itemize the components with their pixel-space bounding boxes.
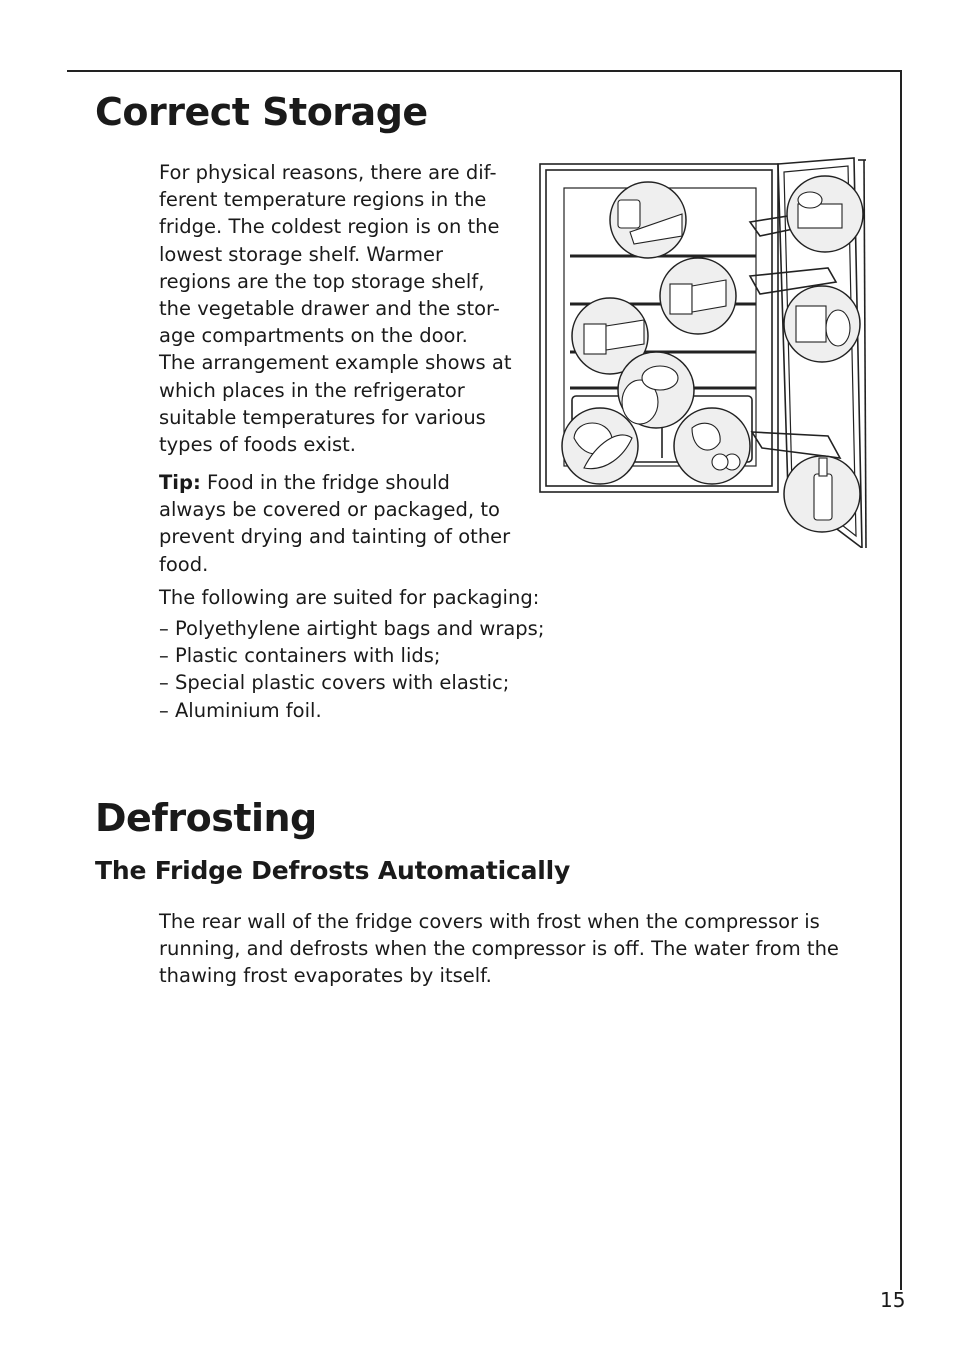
section-title-correct-storage: Correct Storage [95,90,428,134]
tip-paragraph [159,469,510,578]
page-number: 15 [880,1288,906,1312]
text-line: For physical reasons, there are dif- [159,161,497,184]
text-line: lowest storage shelf. Warmer [159,242,444,266]
right-margin-rule [900,70,902,1290]
defrost-paragraph [159,908,839,990]
top-rule [67,70,902,72]
tip-label: Tip: [159,471,201,494]
text-line: ferent temperature regions in the [159,188,487,212]
text-line: always be covered or packaged, to [159,498,500,522]
fridge-storage-illustration [536,156,870,548]
text-line: types of foods exist. [159,433,356,457]
text-line: fridge. The coldest region is on the [159,215,500,239]
packaging-list [159,615,544,724]
text-line: prevent drying and tainting of other [159,525,511,549]
text-line: food. [159,552,209,576]
packaging-intro: The following are suited for packaging: [159,586,540,609]
list-item: – Polyethylene airtight bags and wraps; [159,617,545,640]
list-item: – Plastic containers with lids; [159,644,441,668]
text-line: running, and defrosts when the compressor is off. The water from the [159,937,839,961]
text-line: The rear wall of the fridge covers with frost when the compressor is [159,910,820,933]
text-line: which places in the refrigerator [159,378,465,402]
text-line: regions are the top storage shelf, [159,269,485,293]
text-line: suitable temperatures for various [159,405,486,429]
text-line: thawing frost evaporates by itself. [159,964,492,988]
text-line: age compartments on the door. [159,324,468,348]
text-line: The arrangement example shows at [159,351,512,375]
text-line: the vegetable drawer and the stor- [159,297,500,321]
list-item: – Aluminium foil. [159,698,322,722]
intro-paragraph [159,159,511,458]
section-title-defrosting: Defrosting [95,796,317,840]
tip-text: Food in the fridge should [200,471,450,494]
list-item: – Special plastic covers with elastic; [159,671,510,695]
subsection-title: The Fridge Defrosts Automatically [95,856,571,885]
